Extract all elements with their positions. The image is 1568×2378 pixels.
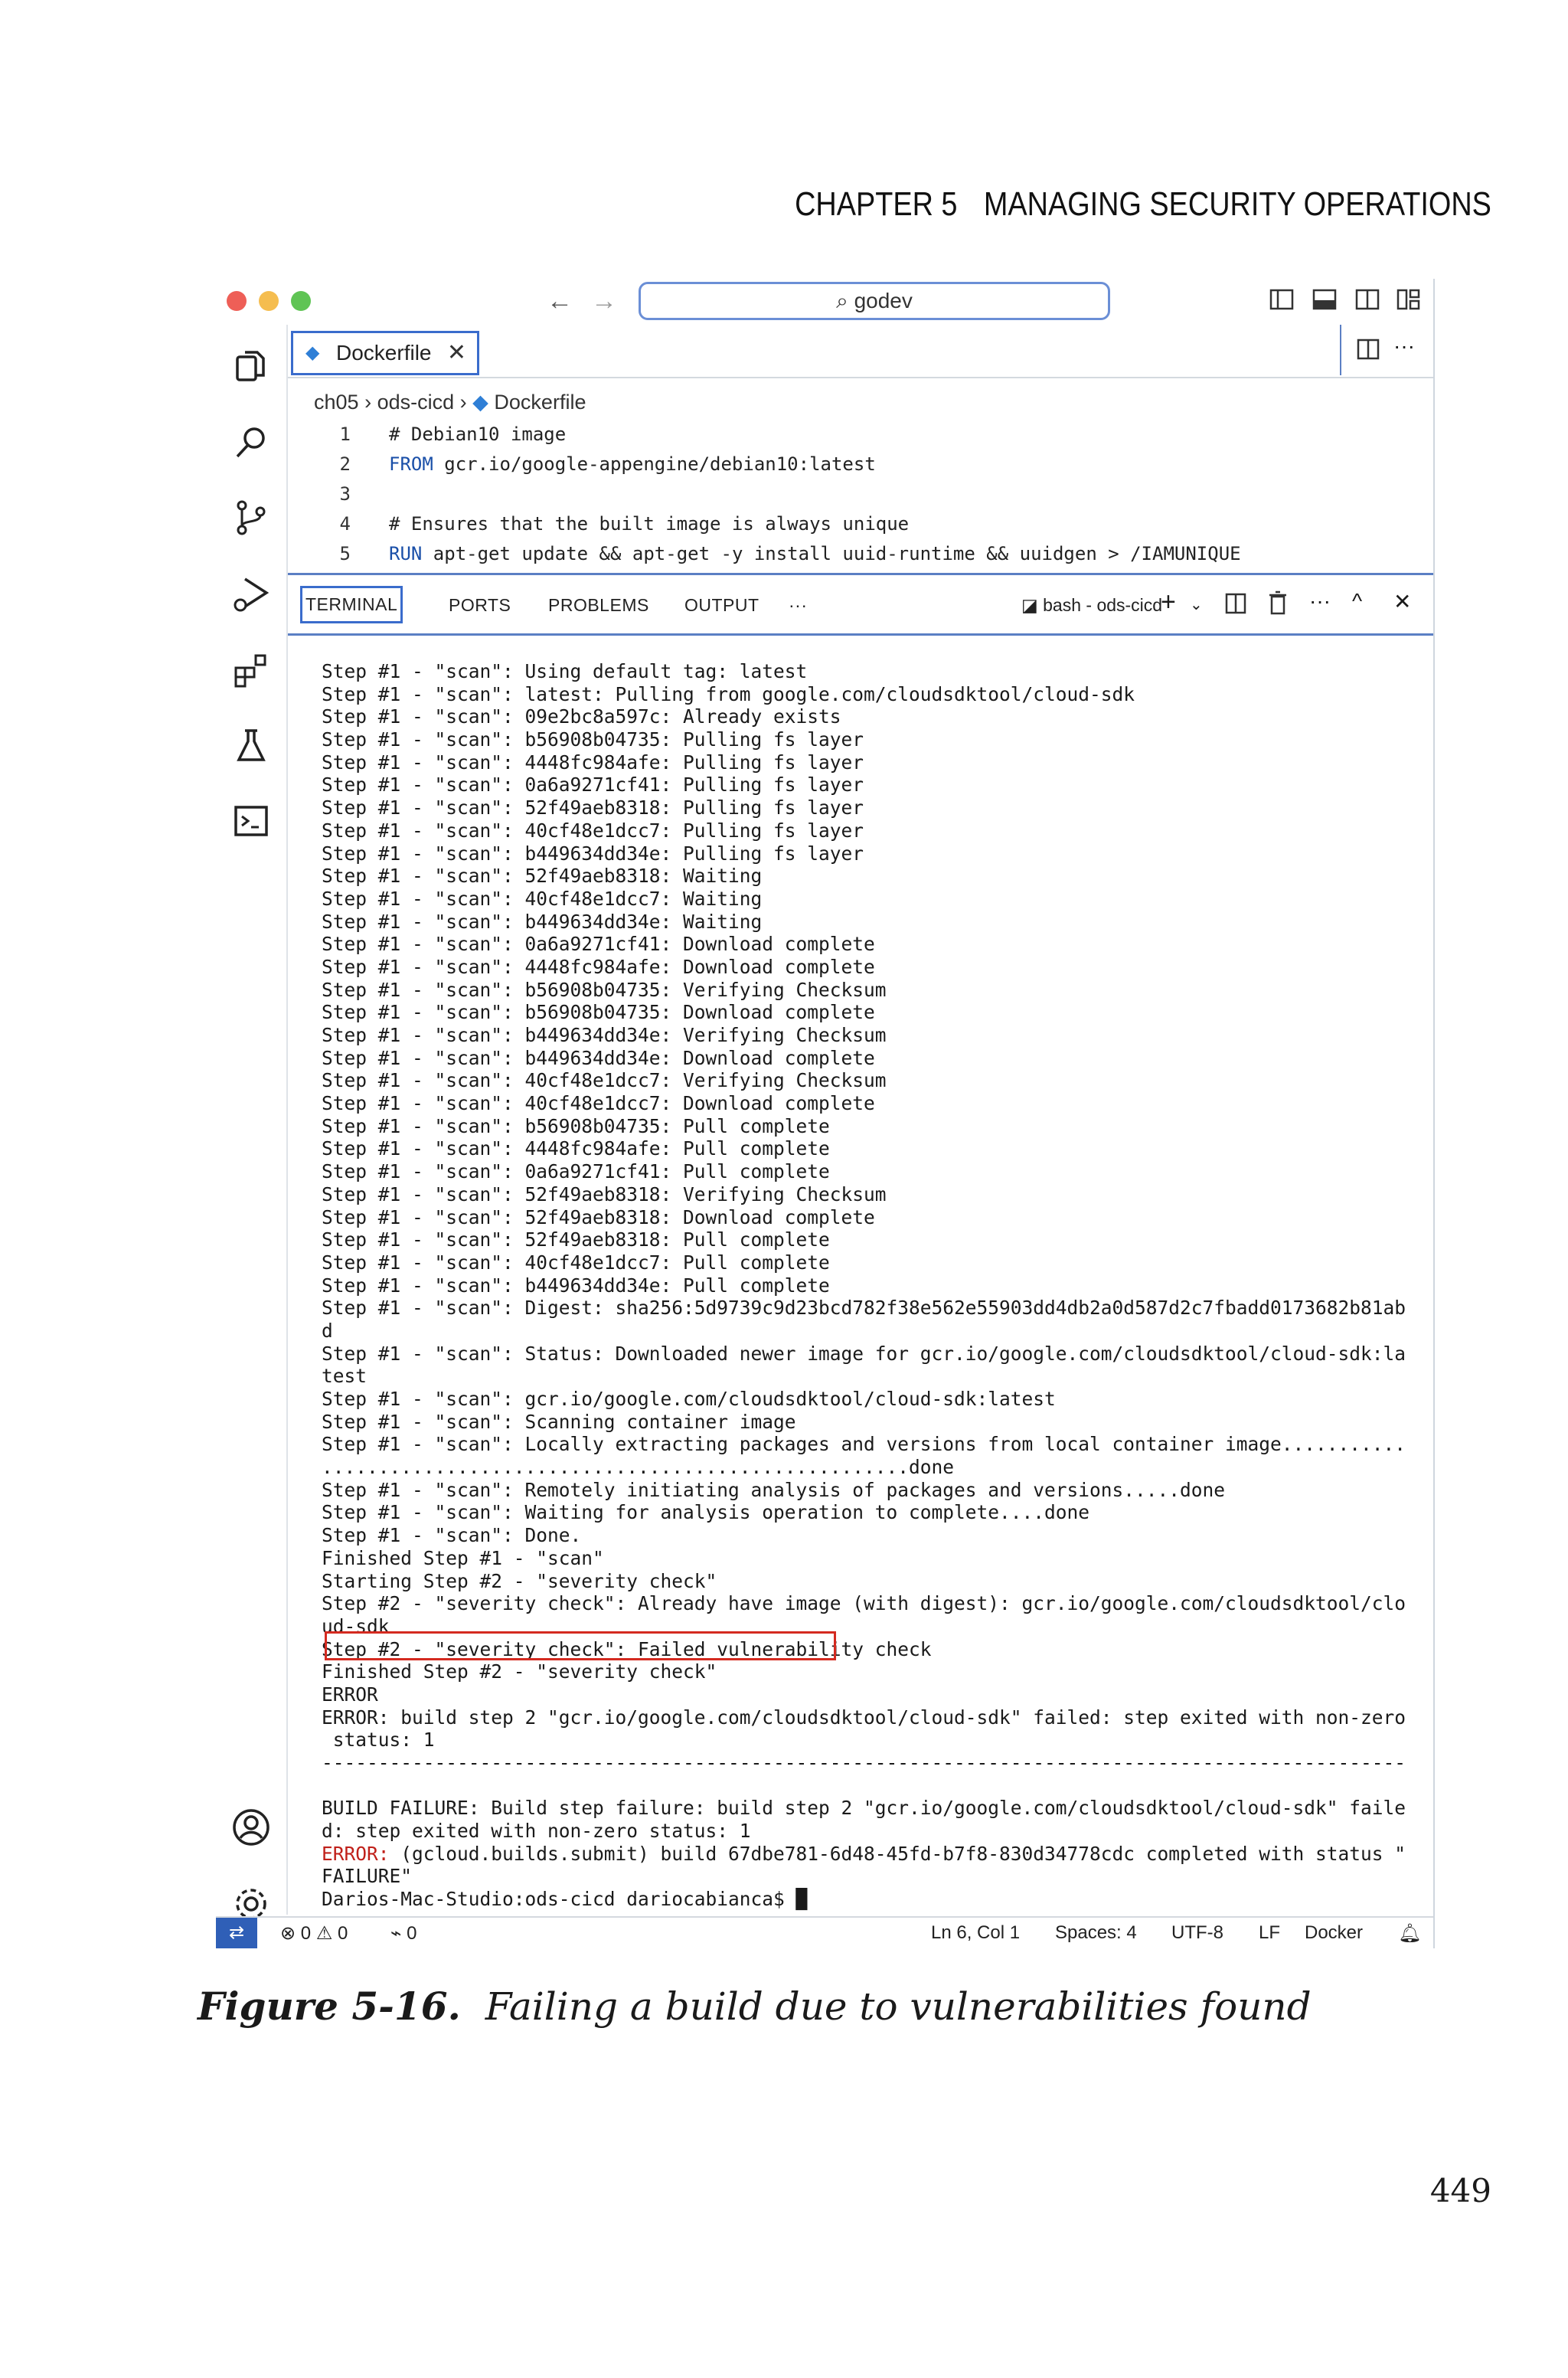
cursor-position[interactable]: Ln 6, Col 1 <box>931 1922 1021 1943</box>
new-terminal-icon[interactable]: + <box>1161 587 1176 617</box>
terminal-line: Step #1 - "scan": Done. <box>322 1524 582 1547</box>
terminal-line: status: 1 <box>322 1729 435 1752</box>
close-panel-icon[interactable]: ✕ <box>1393 590 1412 613</box>
running-header <box>769 185 1491 224</box>
terminal-line: d <box>322 1319 333 1342</box>
minimize-window-button[interactable] <box>259 291 279 311</box>
breadcrumb <box>314 391 586 414</box>
terminal-line: Step #1 - "scan": Status: Downloaded newer image for gcr.io/google.com/cloudsdktool/cloud-sdk:la <box>322 1342 1406 1365</box>
chevron-up-icon[interactable]: ^ <box>1352 589 1363 613</box>
close-window-button[interactable] <box>227 291 247 311</box>
terminal-line: Step #1 - "scan": 52f49aeb8318: Download complete <box>322 1205 875 1228</box>
split-editor-icon[interactable] <box>1357 339 1380 360</box>
terminal-line: Step #1 - "scan": 09e2bc8a597c: Already exists <box>322 705 841 728</box>
line-number: 1 <box>339 424 351 445</box>
code-line <box>308 539 1410 569</box>
terminal-line <box>322 1843 1424 1866</box>
cursor: █ <box>795 1888 808 1911</box>
terminal-line: Step #1 - "scan": b56908b04735: Verifying Checksum <box>322 978 887 1001</box>
terminal-line: d: step exited with non-zero status: 1 <box>322 1820 751 1843</box>
customize-layout-icon[interactable] <box>1396 288 1421 311</box>
terminal-line: test <box>322 1365 368 1388</box>
search-icon: ⌕ <box>836 289 848 312</box>
chapter-title: MANAGING SECURITY OPERATIONS <box>983 185 1491 223</box>
code-line <box>308 450 1410 479</box>
terminal-line: Starting Step #2 - "severity check" <box>322 1569 717 1592</box>
tab-ports[interactable]: PORTS <box>449 595 511 615</box>
keyword: FROM <box>389 453 433 475</box>
terminal-prompt[interactable] <box>322 1888 1424 1911</box>
figure-caption <box>198 1984 1312 2029</box>
terminal-line: ERROR <box>322 1683 378 1706</box>
code-line <box>308 509 1410 539</box>
terminal-line <box>322 1775 1424 1797</box>
breadcrumb-item[interactable]: ods-cicd <box>377 391 455 414</box>
ports-indicator[interactable] <box>390 1922 416 1945</box>
split-terminal-icon[interactable] <box>1225 592 1246 615</box>
docker-whale-icon: ◆ <box>472 391 488 414</box>
toggle-panel-icon[interactable] <box>1312 288 1337 311</box>
page-number: 449 <box>1429 2172 1491 2210</box>
chevron-right-icon: › <box>364 391 377 414</box>
more-actions-icon[interactable]: ··· <box>1393 334 1415 358</box>
line-number: 3 <box>339 483 351 505</box>
terminal-line: Step #1 - "scan": b449634dd34e: Pull complete <box>322 1274 830 1297</box>
code-text: apt-get update && apt-get -y install uuid-runtime && uuidgen > /IAMUNIQUE <box>422 543 1241 564</box>
terminal-line: Step #1 - "scan": 52f49aeb8318: Pulling fs layer <box>322 796 864 819</box>
chevron-right-icon: › <box>459 391 473 414</box>
code-editor[interactable] <box>308 420 1410 569</box>
terminal-line-highlighted: Step #2 - "severity check": Failed vulnerability check <box>322 1637 932 1660</box>
docker-whale-icon: ◆ <box>305 342 320 363</box>
terminal-output[interactable] <box>322 660 1424 1911</box>
problems-indicator[interactable] <box>280 1922 348 1945</box>
source-control-icon[interactable] <box>231 498 271 538</box>
figure-text: Failing a build due to vulnerabilities found <box>485 1984 1312 2029</box>
vscode-window <box>216 279 1435 1948</box>
terminal-shell-icon: ◪ <box>1021 595 1044 615</box>
code-text: # Ensures that the built image is always unique <box>389 513 910 535</box>
notifications-bell-icon[interactable]: 🔔︎ <box>1398 1923 1422 1944</box>
line-number: 5 <box>339 543 351 564</box>
terminal-line: Step #1 - "scan": b56908b04735: Download complete <box>322 1001 875 1024</box>
terminal-line: ------------------------------------------------------------------------------------------------ <box>322 1752 1406 1774</box>
terminal-line: Step #1 - "scan": 4448fc984afe: Pulling fs layer <box>322 751 864 774</box>
terminal-line: Step #1 - "scan": 40cf48e1dcc7: Verifying Checksum <box>322 1069 887 1092</box>
terminal-line: Step #1 - "scan": b56908b04735: Pulling fs layer <box>322 728 864 751</box>
warning-triangle-icon: ⚠ <box>315 1923 333 1944</box>
terminal-title: bash - ods-cicd <box>1043 595 1163 615</box>
terminal-line: Step #1 - "scan": 0a6a9271cf41: Pulling fs layer <box>322 774 864 796</box>
terminal-line: Step #1 - "scan": Remotely initiating analysis of packages and versions.....done <box>322 1478 1226 1501</box>
terminal-line: Step #1 - "scan": 4448fc984afe: Pull complete <box>322 1137 830 1160</box>
toggle-secondary-sidebar-icon[interactable] <box>1355 288 1380 311</box>
terminal-view-icon[interactable] <box>231 801 271 841</box>
terminal-line: Step #1 - "scan": Waiting for analysis operation to complete....done <box>322 1501 1090 1524</box>
breadcrumb-item[interactable]: ch05 <box>314 391 359 414</box>
terminal-line: Step #1 - "scan": Scanning container image <box>322 1410 796 1433</box>
terminal-line: Step #1 - "scan": b449634dd34e: Waiting <box>322 910 763 933</box>
line-number: 2 <box>339 453 351 475</box>
search-text: godev <box>854 289 913 312</box>
editor-tab-bar <box>288 325 1433 378</box>
terminal-line: Step #1 - "scan": 4448fc984afe: Download complete <box>322 955 875 978</box>
error-count: 0 <box>300 1923 312 1944</box>
terminal-line: Step #1 - "scan": 52f49aeb8318: Verifying Checksum <box>322 1182 887 1205</box>
broadcast-icon: ⌁ <box>390 1923 402 1944</box>
panel-tab-bar <box>288 573 1433 636</box>
terminal-line: ....................................................done <box>322 1456 955 1479</box>
terminal-line: ERROR: build step 2 "gcr.io/google.com/cloudsdktool/cloud-sdk" failed: step exited with non-zero <box>322 1706 1406 1729</box>
close-icon[interactable]: ✕ <box>446 340 466 365</box>
terminal-line: Step #1 - "scan": Digest: sha256:5d9739c9d23bcd782f38e562e55903dd4db2a0d587d2c7fbadd0173682b81ab <box>322 1297 1406 1320</box>
keyword: RUN <box>389 543 423 564</box>
run-debug-icon[interactable] <box>231 574 271 614</box>
error-text: (gcloud.builds.submit) build 67dbe781-6d48-45fd-b7f8-830d34778cdc completed with status " <box>389 1842 1406 1865</box>
highlight-box <box>325 1631 836 1660</box>
terminal-line: Step #1 - "scan": latest: Pulling from google.com/cloudsdktool/cloud-sdk <box>322 682 1135 705</box>
tab-output[interactable]: OUTPUT <box>684 595 760 615</box>
back-arrow-icon[interactable]: ← <box>547 286 573 316</box>
figure-label: Figure 5-16. <box>198 1984 461 2029</box>
explorer-icon[interactable] <box>231 346 271 386</box>
terminal-line: Finished Step #1 - "scan" <box>322 1546 604 1569</box>
code-text: # Debian10 image <box>389 424 567 445</box>
terminal-line: Step #1 - "scan": 52f49aeb8318: Waiting <box>322 865 763 888</box>
tab-terminal[interactable]: TERMINAL <box>300 586 403 623</box>
forward-arrow-icon[interactable]: → <box>591 286 617 316</box>
error-label: ERROR: <box>322 1842 390 1865</box>
error-circle-icon: ⊗ <box>280 1923 296 1944</box>
terminal-line: Step #1 - "scan": b449634dd34e: Verifying Checksum <box>322 1024 887 1046</box>
line-ending[interactable]: LF <box>1259 1922 1281 1943</box>
editor-actions <box>1340 325 1433 375</box>
terminal-line: BUILD FAILURE: Build step failure: build step 2 "gcr.io/google.com/cloudsdktool/cloud-sdk" faile <box>322 1797 1406 1820</box>
language-mode[interactable]: Docker <box>1305 1922 1364 1943</box>
more-actions-icon[interactable]: ··· <box>1309 589 1331 613</box>
remote-indicator-icon[interactable]: ⇄ <box>216 1918 257 1948</box>
terminal-line: FAILURE" <box>322 1865 413 1888</box>
warning-count: 0 <box>338 1923 348 1944</box>
terminal-line: Step #1 - "scan": 40cf48e1dcc7: Waiting <box>322 887 763 910</box>
account-icon[interactable] <box>231 1807 271 1847</box>
code-line <box>308 420 1410 450</box>
line-number: 4 <box>339 513 351 535</box>
terminal-line: Step #1 - "scan": Using default tag: latest <box>322 660 808 682</box>
title-bar <box>216 279 1433 325</box>
trash-icon[interactable] <box>1268 590 1288 615</box>
terminal-line: ud-sdk <box>322 1614 390 1637</box>
tab-problems[interactable]: PROBLEMS <box>548 595 649 615</box>
tab-label: Dockerfile <box>336 341 432 365</box>
encoding[interactable]: UTF-8 <box>1171 1922 1223 1943</box>
tab-dockerfile[interactable] <box>291 331 479 375</box>
breadcrumb-item[interactable]: Dockerfile <box>494 391 586 414</box>
terminal-line: Step #2 - "severity check": Already have image (with digest): gcr.io/google.com/cloudsdktool/clo <box>322 1592 1406 1615</box>
activity-bar <box>216 325 288 1915</box>
terminal-line: Step #1 - "scan": 40cf48e1dcc7: Pull complete <box>322 1251 830 1274</box>
maximize-window-button[interactable] <box>291 291 311 311</box>
terminal-line: Step #1 - "scan": Locally extracting packages and versions from local container image........... <box>322 1433 1406 1456</box>
status-bar <box>216 1916 1433 1948</box>
code-line <box>308 479 1410 509</box>
code-text: gcr.io/google-appengine/debian10:latest <box>433 453 876 475</box>
terminal-line: Step #1 - "scan": 40cf48e1dcc7: Download complete <box>322 1092 875 1115</box>
terminal-line: Step #1 - "scan": b449634dd34e: Download complete <box>322 1046 875 1069</box>
testing-flask-icon[interactable] <box>231 726 271 766</box>
toggle-sidebar-icon[interactable] <box>1269 288 1294 311</box>
indentation[interactable]: Spaces: 4 <box>1055 1922 1137 1943</box>
extensions-icon[interactable] <box>231 651 271 691</box>
terminal-line: Step #1 - "scan": b449634dd34e: Pulling fs layer <box>322 842 864 865</box>
command-search-box[interactable] <box>639 282 1110 320</box>
chevron-down-icon[interactable]: ⌄ <box>1190 597 1203 613</box>
chapter-label: CHAPTER 5 <box>795 185 958 223</box>
terminal-instance-label[interactable] <box>1021 595 1162 616</box>
prompt-text: Darios-Mac-Studio:ods-cicd dariocabianca$ <box>322 1888 796 1911</box>
terminal-line: Finished Step #2 - "severity check" <box>322 1660 717 1683</box>
terminal-line: Step #1 - "scan": gcr.io/google.com/cloudsdktool/cloud-sdk:latest <box>322 1388 1056 1410</box>
terminal-line: Step #1 - "scan": 52f49aeb8318: Pull complete <box>322 1228 830 1251</box>
more-tabs-icon[interactable]: ··· <box>789 595 808 615</box>
search-view-icon[interactable] <box>231 423 271 463</box>
terminal-line: Step #1 - "scan": 0a6a9271cf41: Download complete <box>322 933 875 956</box>
ports-count: 0 <box>407 1923 417 1944</box>
terminal-line: Step #1 - "scan": 40cf48e1dcc7: Pulling fs layer <box>322 819 864 842</box>
terminal-line: Step #1 - "scan": b56908b04735: Pull complete <box>322 1114 830 1137</box>
terminal-line: Step #1 - "scan": 0a6a9271cf41: Pull complete <box>322 1160 830 1183</box>
